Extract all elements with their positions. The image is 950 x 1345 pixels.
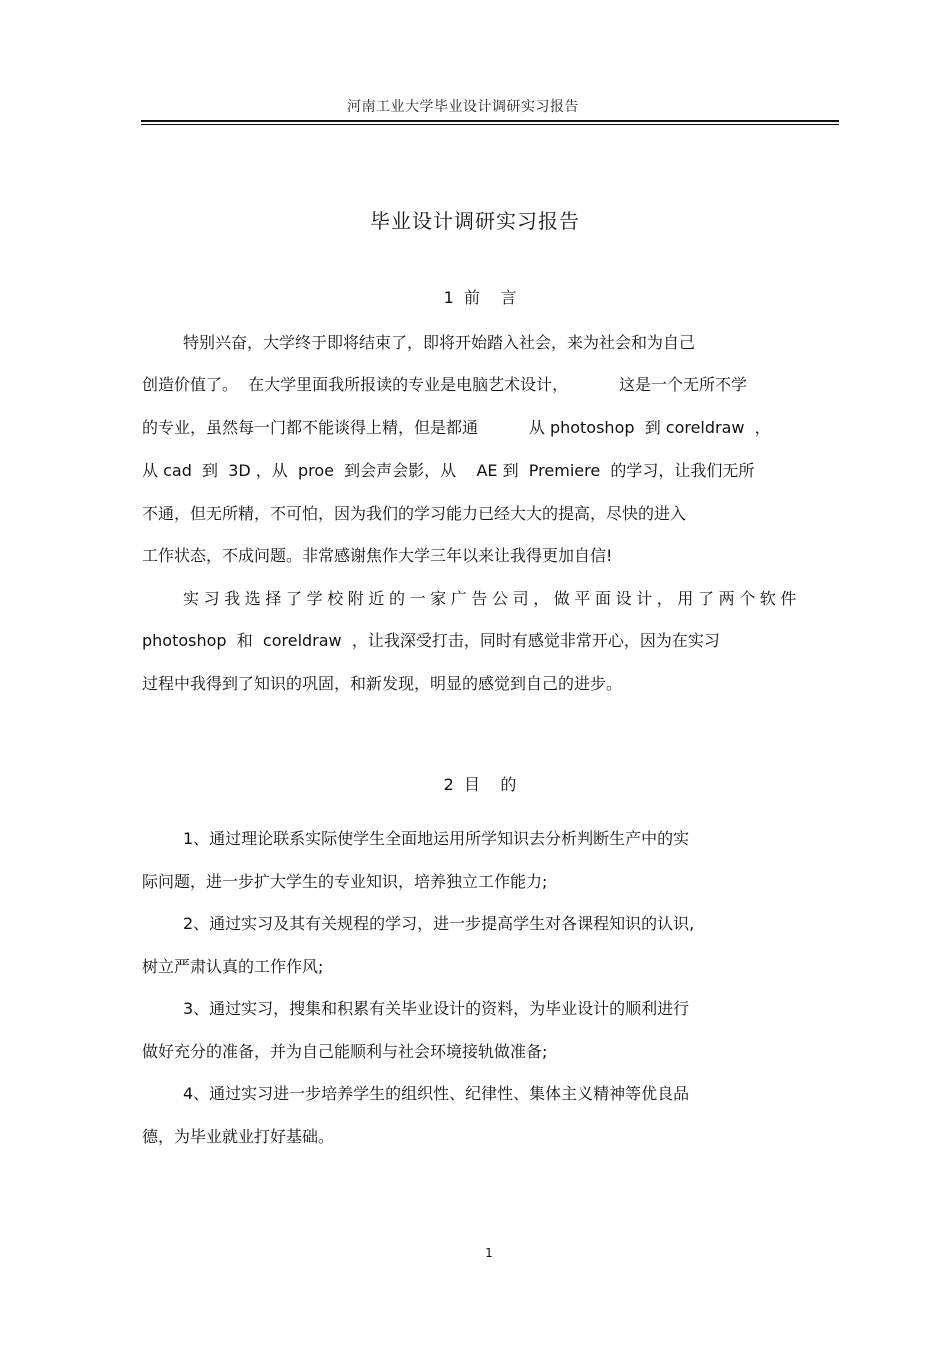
list-item-line: 2、通过实习及其有关规程的学习，进一步提高学生对各课程知识的认识, (183, 914, 695, 933)
paragraph-line: 从 cad 到 3D ，从 proe 到会声会影，从 AE 到 Premiere 的学习，让我们无所 (142, 461, 755, 480)
list-item-line: 树立严肃认真的工作作风; (142, 957, 324, 976)
running-header-title: 河南工业大学毕业设计调研实习报告 (347, 99, 579, 115)
paragraph-line: photoshop 和 coreldraw ，让我深受打击，同时有感觉非常开心，因为在实习 (142, 631, 720, 650)
list-item-line: 1、通过理论联系实际使学生全面地运用所学知识去分析判断生产中的实 (183, 829, 690, 848)
paragraph-line: 工作状态，不成问题。非常感谢焦作大学三年以来让我得更加自信! (142, 546, 613, 565)
page-number: 1 (485, 1246, 493, 1260)
paragraph-line: 过程中我得到了知识的巩固，和新发现，明显的感觉到自己的进步。 (142, 674, 623, 693)
list-item-line: 德，为毕业就业打好基础。 (142, 1127, 335, 1146)
list-item-line: 际问题，进一步扩大学生的专业知识，培养独立工作能力; (142, 872, 548, 891)
list-item-line: 3、通过实习，搜集和积累有关毕业设计的资料，为毕业设计的顺利进行 (183, 999, 690, 1018)
header-rule-thick (141, 120, 839, 122)
document-title: 毕业设计调研实习报告 (370, 209, 580, 233)
paragraph-line: 实习我选择了学校附近的一家广告公司，做平面设计，用了两个软件 (183, 589, 802, 608)
paragraph-line: 的专业，虽然每一门都不能谈得上精，但是都通 从 photoshop 到 coreldraw ， (142, 418, 771, 437)
list-item-line: 做好充分的准备，并为自己能顺利与社会环境接轨做准备; (142, 1042, 548, 1061)
list-item-line: 4、通过实习进一步培养学生的组织性、纪律性、集体主义精神等优良品 (183, 1084, 690, 1103)
section-heading-preface: 1 前 言 (443, 288, 517, 307)
paragraph-line: 特别兴奋，大学终于即将结束了，即将开始踏入社会，来为社会和为自己 (183, 333, 696, 352)
paragraph-line: 创造价值了。 在大学里面我所报读的专业是电脑艺术设计， 这是一个无所不学 (142, 375, 748, 394)
paragraph-line: 不通，但无所精，不可怕，因为我们的学习能力已经大大的提高，尽快的进入 (142, 504, 687, 523)
header-rule-thin (141, 124, 839, 125)
section-heading-purpose: 2 目 的 (443, 775, 517, 794)
